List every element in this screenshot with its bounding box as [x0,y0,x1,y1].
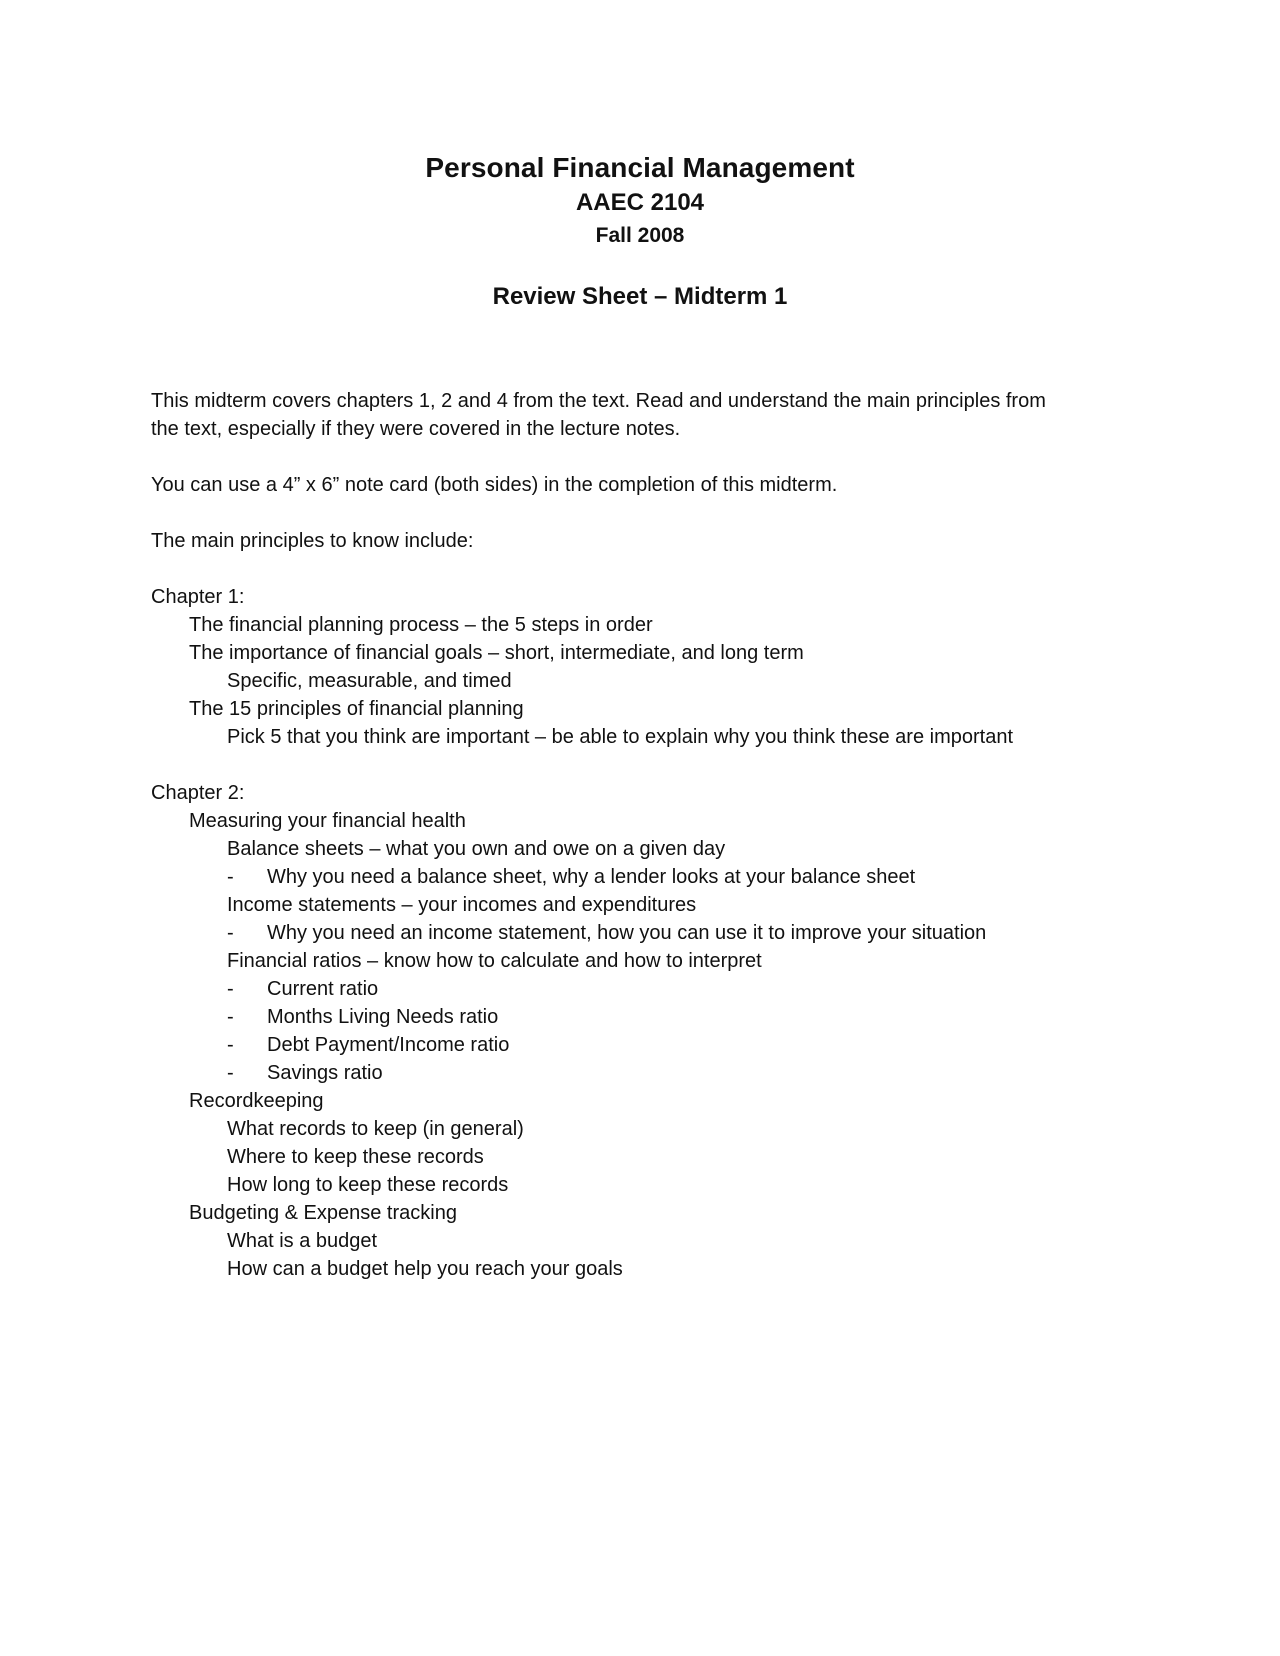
list-item [151,919,1151,947]
ratio-item-text: Debt Payment/Income ratio [267,1034,510,1056]
chapter-2-heading: Chapter 2: [151,782,245,804]
chapter-1-subitem: Specific, measurable, and timed [227,670,512,692]
chapter-1-item: The 15 principles of financial planning [189,698,524,720]
intro-paragraph-2: You can use a 4” x 6” note card (both sides) in the completion of this midterm. [151,474,838,496]
budget-subitem: What is a budget [227,1230,378,1252]
record-subitem: What records to keep (in general) [227,1118,524,1140]
list-item [151,1031,1151,1059]
chapter-1-subitem: Pick 5 that you think are important – be able to explain why you think these are important [227,726,1013,748]
course-term: Fall 2008 [595,224,685,247]
course-code: AAEC 2104 [575,189,705,216]
list-item [151,863,1151,891]
ratio-item-text: Months Living Needs ratio [267,1006,499,1028]
budgeting-item: Budgeting & Expense tracking [189,1202,457,1224]
document-header [0,150,1280,314]
chapter-1-item: The financial planning process – the 5 steps in order [189,614,653,636]
ratio-item-text: Current ratio [267,978,379,1000]
financial-ratios-item: Financial ratios – know how to calculate and how to interpret [227,950,762,972]
bullet-dash: - [227,1006,234,1028]
intro-paragraph-1 [151,387,1151,443]
measuring-health-item: Measuring your financial health [189,810,466,832]
balance-sheets-item: Balance sheets – what you own and owe on a given day [227,838,726,860]
bullet-dash: - [227,1062,234,1084]
list-item [151,975,1151,1003]
intro-line-2: the text, especially if they were covered in the lecture notes. [151,418,681,440]
intro-paragraph-3: The main principles to know include: [151,530,474,552]
bullet-dash: - [227,1034,234,1056]
chapter-1-section [151,583,1151,751]
document-title: Personal Financial Management [425,152,855,183]
chapter-1-item: The importance of financial goals – short, intermediate, and long term [189,642,804,664]
bullet-dash: - [227,866,234,888]
income-statement-bullet-text: Why you need an income statement, how you can use it to improve your situation [267,922,987,944]
income-statements-item: Income statements – your incomes and expenditures [227,894,697,916]
budget-subitem: How can a budget help you reach your goals [227,1258,623,1280]
document-subtitle: Review Sheet – Midterm 1 [492,283,788,310]
chapter-1-heading: Chapter 1: [151,586,245,608]
chapter-2-section [151,779,1151,1283]
record-subitem: Where to keep these records [227,1146,484,1168]
document-body [151,387,1151,1311]
list-item [151,1059,1151,1087]
bullet-dash: - [227,922,234,944]
recordkeeping-item: Recordkeeping [189,1090,324,1112]
ratio-item-text: Savings ratio [267,1062,383,1084]
record-subitem: How long to keep these records [227,1174,509,1196]
bullet-dash: - [227,978,234,1000]
balance-sheet-bullet-text: Why you need a balance sheet, why a lender looks at your balance sheet [267,866,916,888]
intro-line-1: This midterm covers chapters 1, 2 and 4 from the text. Read and understand the main principles from [151,390,1046,412]
list-item [151,1003,1151,1031]
